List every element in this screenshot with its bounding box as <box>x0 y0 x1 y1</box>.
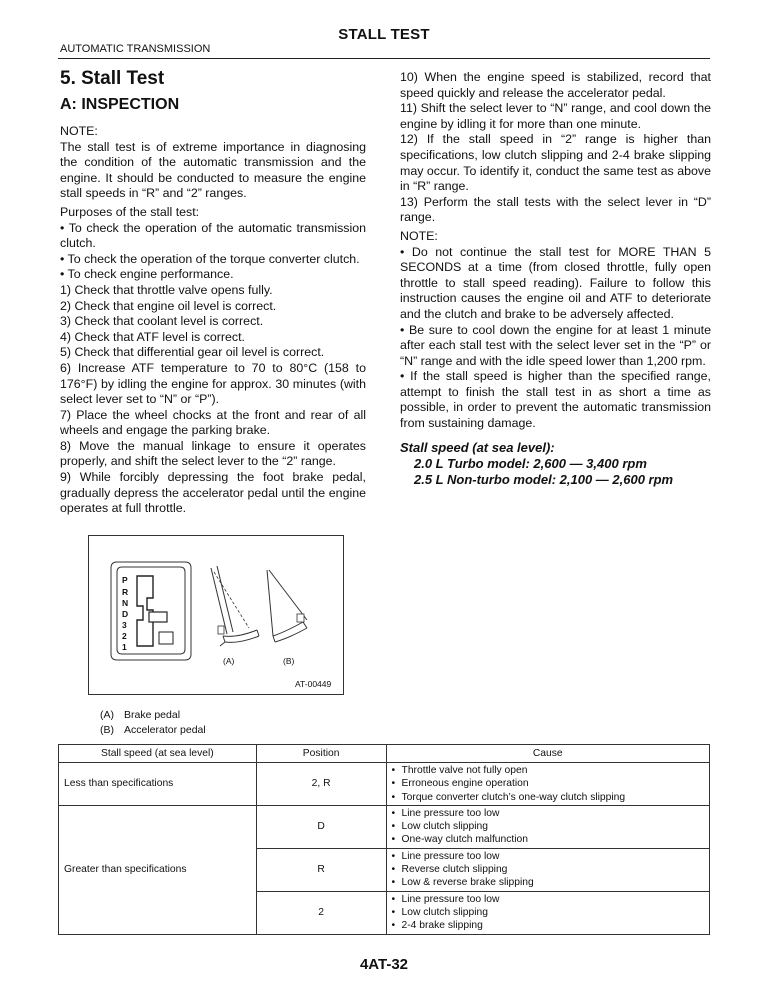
paragraph: The stall test is of extreme importance in diagnosing the condition of the automatic transmission and the engine. It should be conducted to measure the engine stall speeds in “R” and “2” ranges. <box>60 139 366 201</box>
step-item: 13) Perform the stall tests with the select lever in “D” range. <box>400 194 711 225</box>
cause-item: • Throttle valve not fully open <box>392 764 704 777</box>
step-item: 7) Place the wheel chocks at the front and rear of all wheels and engage the parking brake. <box>60 407 366 438</box>
table-header: Cause <box>386 745 709 763</box>
legend-key: (B) <box>100 724 114 736</box>
step-item: 8) Move the manual linkage to ensure it operates properly, and shift the select lever to the “2” range. <box>60 438 366 469</box>
table-header: Stall speed (at sea level) <box>59 745 257 763</box>
figure-label-b: (B) <box>283 656 295 666</box>
cause-item: • Torque converter clutch’s one-way clutch slipping <box>392 791 704 804</box>
cause-cell <box>386 763 709 806</box>
stall-condition: Greater than specifications <box>59 805 257 934</box>
page-number: 4AT-32 <box>359 956 409 973</box>
cause-cell <box>386 891 709 934</box>
section-heading: 5. Stall Test <box>60 68 165 89</box>
cause-cell <box>386 848 709 891</box>
table-header-row <box>59 745 710 763</box>
gear-letter: P <box>122 575 128 585</box>
figure-code: AT-00449 <box>295 679 332 689</box>
table-row <box>59 805 710 848</box>
cause-item: • Low clutch slipping <box>392 906 704 919</box>
table-header: Position <box>256 745 386 763</box>
paragraph: Purposes of the stall test: <box>60 204 200 219</box>
position-cell: D <box>256 805 386 848</box>
bullet-item: • Be sure to cool down the engine for at least 1 minute after each stall test with the select lever set in the “P” or “N” range and with the idle speed lower than 1,200 rpm. <box>400 322 711 368</box>
step-item: 2) Check that engine oil level is correct. <box>60 298 277 313</box>
bullet-item: • To check the operation of the automatic transmission clutch. <box>60 220 366 251</box>
turbo-spec: 2.0 L Turbo model: 2,600 — 3,400 rpm <box>414 455 647 471</box>
gear-letter: N <box>122 598 129 608</box>
stall-speed-title: Stall speed (at sea level): <box>400 439 555 455</box>
step-item: 12) If the stall speed in “2” range is higher than specifications, low clutch slipping and 2-4 brake slipping may occur. To identify it, conduct the same test as above in “R” range. <box>400 132 711 194</box>
non-turbo-spec: 2.5 L Non-turbo model: 2,100 — 2,600 rpm <box>414 471 674 487</box>
gear-letter: R <box>122 587 129 597</box>
note-label: NOTE: <box>60 124 98 138</box>
cause-item: • Low clutch slipping <box>392 820 704 833</box>
bullet-item: • To check engine performance. <box>60 267 234 282</box>
legend-text: Accelerator pedal <box>124 724 206 736</box>
position-cell: R <box>256 848 386 891</box>
gear-letter: 2 <box>122 631 127 641</box>
stall-speed-spec <box>400 440 711 488</box>
cause-item: • Line pressure too low <box>392 893 704 906</box>
cause-item: • Line pressure too low <box>392 850 704 863</box>
legend-text: Brake pedal <box>124 709 181 721</box>
step-item: 9) While forcibly depressing the foot brake pedal, gradually depress the accelerator pedal until the engine operates at full throttle. <box>60 470 366 516</box>
stall-condition: Less than specifications <box>59 763 257 806</box>
page-header-title: STALL TEST <box>338 26 430 43</box>
step-item: 5) Check that differential gear oil level is correct. <box>60 345 325 360</box>
legend-item <box>100 708 206 723</box>
right-column <box>400 70 711 488</box>
position-cell: 2 <box>256 891 386 934</box>
step-item: 6) Increase ATF temperature to 70 to 80°C (158 to 176°F) by idling the engine for approx. 30 minutes (with select lever set to “N” or “P”). <box>60 360 366 407</box>
note-label: NOTE: <box>400 228 438 243</box>
bullet-item: • Do not continue the stall test for MORE THAN 5 SECONDS at a time (from closed throttle, fully open throttle to stall speed reading). Failure to follow this instruction causes the engine oil and ATF to deteriorate and the clutch and brake to be adversely affected. <box>400 244 711 321</box>
cause-item: • Erroneous engine operation <box>392 777 704 790</box>
gear-letter: D <box>122 609 129 619</box>
header-divider <box>58 58 710 59</box>
cause-item: • Line pressure too low <box>392 807 704 820</box>
cause-item: • One-way clutch malfunction <box>392 833 704 846</box>
table-row <box>59 763 710 806</box>
left-column <box>60 124 366 517</box>
bullet-item: • If the stall speed is higher than the specified range, attempt to finish the stall test in as short a time as possible, in order to prevent the automatic transmission from sustaining damage. <box>400 369 711 431</box>
step-item: 4) Check that ATF level is correct. <box>60 329 245 344</box>
step-item: 1) Check that throttle valve opens fully. <box>60 282 273 297</box>
section-name: AUTOMATIC TRANSMISSION <box>60 43 211 55</box>
gear-letter: 3 <box>122 620 127 630</box>
cause-item: • 2-4 brake slipping <box>392 919 704 932</box>
position-cell: 2, R <box>256 763 386 806</box>
bullet-item: • To check the operation of the torque converter clutch. <box>60 251 360 266</box>
shift-lever-pedal-figure <box>88 535 344 695</box>
cause-item: • Low & reverse brake slipping <box>392 876 704 889</box>
subsection-heading: A: INSPECTION <box>60 96 180 113</box>
legend-item <box>100 723 206 738</box>
step-item: 10) When the engine speed is stabilized, record that speed quickly and release the accelerator pedal. <box>400 70 711 100</box>
gear-letter: 1 <box>122 642 127 652</box>
cause-cell <box>386 805 709 848</box>
figure-legend <box>100 708 206 738</box>
step-item: 11) Shift the select lever to “N” range, and cool down the engine by idling it for more than one minute. <box>400 101 711 131</box>
stall-speed-table <box>58 744 710 935</box>
legend-key: (A) <box>100 709 114 721</box>
figure-label-a: (A) <box>223 656 235 666</box>
cause-item: • Reverse clutch slipping <box>392 863 704 876</box>
step-item: 3) Check that coolant level is correct. <box>60 314 264 329</box>
